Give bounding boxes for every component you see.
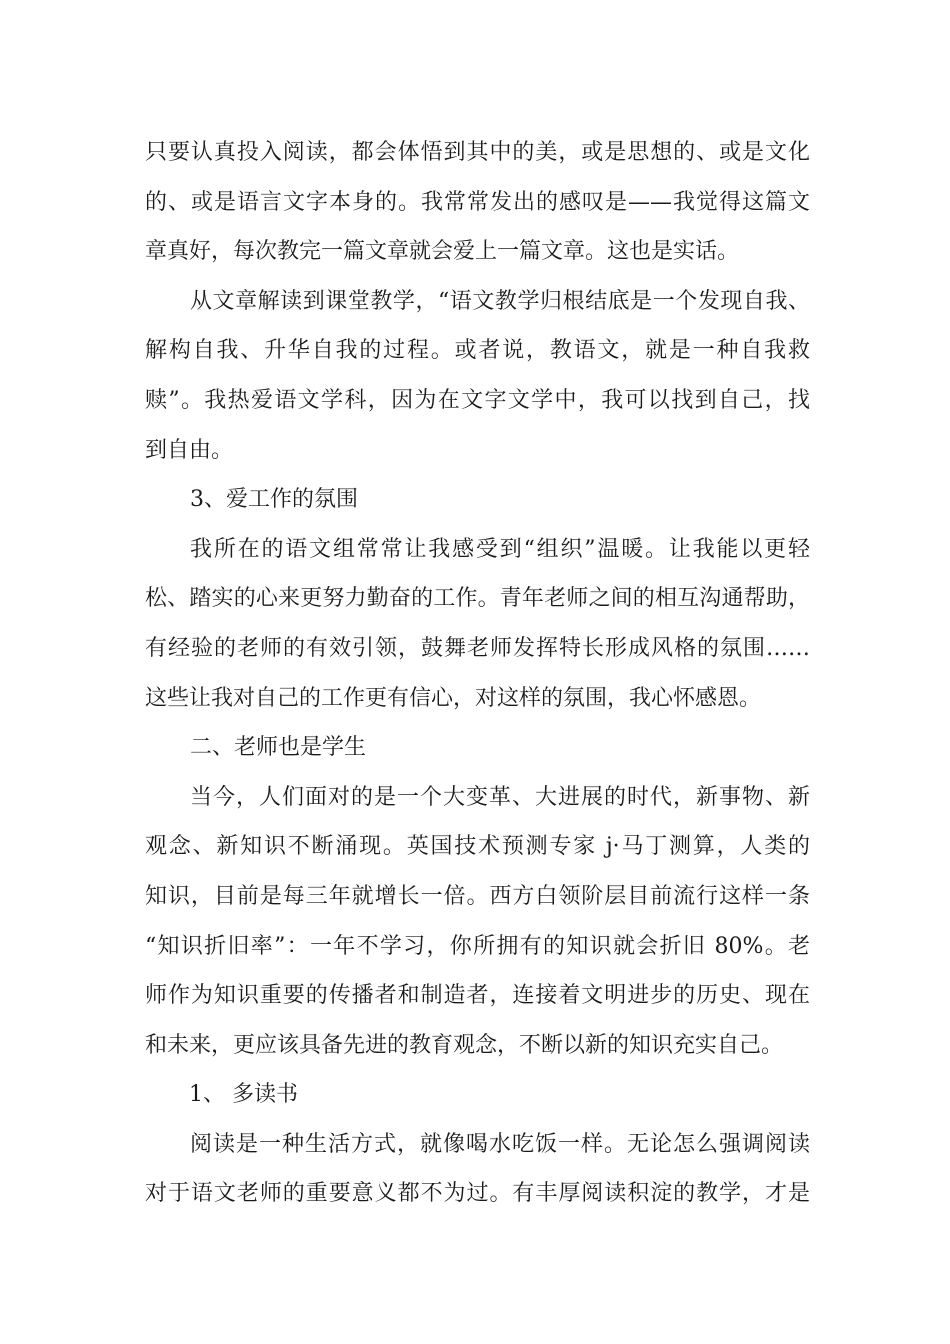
paragraph-line: 观念、新知识不断涌现。英国技术预测专家 j·马丁测算，人类的 bbox=[145, 834, 810, 860]
paragraph-line: 章真好，每次教完一篇文章就会爱上一篇文章。这也是实话。 bbox=[145, 239, 740, 265]
paragraph-line: 阅读是一种生活方式，就像喝水吃饭一样。无论怎么强调阅读 bbox=[190, 1131, 810, 1157]
section-heading: 3、爱工作的氛围 bbox=[190, 487, 358, 513]
paragraph-line: 知识，目前是每三年就增长一倍。西方白领阶层目前流行这样一条 bbox=[145, 883, 810, 909]
paragraph-line: 这些让我对自己的工作更有信心，对这样的氛围，我心怀感恩。 bbox=[145, 685, 762, 711]
paragraph-line: 师作为知识重要的传播者和制造者，连接着文明进步的历史、现在 bbox=[145, 983, 810, 1009]
paragraph-line: 到自由。 bbox=[145, 437, 234, 463]
document-body bbox=[145, 128, 810, 1219]
paragraph-line: 松、踏实的心来更努力勤奋的工作。青年老师之间的相互沟通帮助， bbox=[145, 586, 810, 612]
paragraph-line: 和未来，更应该具备先进的教育观念，不断以新的知识充实自己。 bbox=[145, 1032, 784, 1058]
paragraph-line: 从文章解读到课堂教学，“语文教学归根结底是一个发现自我、 bbox=[190, 288, 810, 314]
paragraph-line: 有经验的老师的有效引领，鼓舞老师发挥特长形成风格的氛围…… bbox=[145, 635, 810, 661]
paragraph-line: 的、或是语言文字本身的。我常常发出的感叹是——我觉得这篇文 bbox=[145, 189, 810, 215]
paragraph-line: 只要认真投入阅读，都会体悟到其中的美，或是思想的、或是文化 bbox=[145, 140, 810, 165]
paragraph-line: 对于语文老师的重要意义都不为过。有丰厚阅读积淀的教学，才是 bbox=[145, 1181, 810, 1207]
paragraph-line: 赎”。我热爱语文学科，因为在文字文学中，我可以找到自己，找 bbox=[145, 387, 810, 413]
paragraph-line: “知识折旧率”：一年不学习，你所拥有的知识就会折旧 80%。老 bbox=[145, 933, 810, 959]
paragraph-line: 我所在的语文组常常让我感受到“组织”温暖。让我能以更轻 bbox=[190, 536, 810, 562]
section-heading: 1、 多读书 bbox=[189, 1082, 298, 1108]
paragraph-line: 当今，人们面对的是一个大变革、大进展的时代，新事物、新 bbox=[190, 784, 810, 810]
section-heading: 二、老师也是学生 bbox=[190, 735, 367, 761]
paragraph-line: 解构自我、升华自我的过程。或者说，教语文，就是一种自我救 bbox=[145, 338, 810, 364]
